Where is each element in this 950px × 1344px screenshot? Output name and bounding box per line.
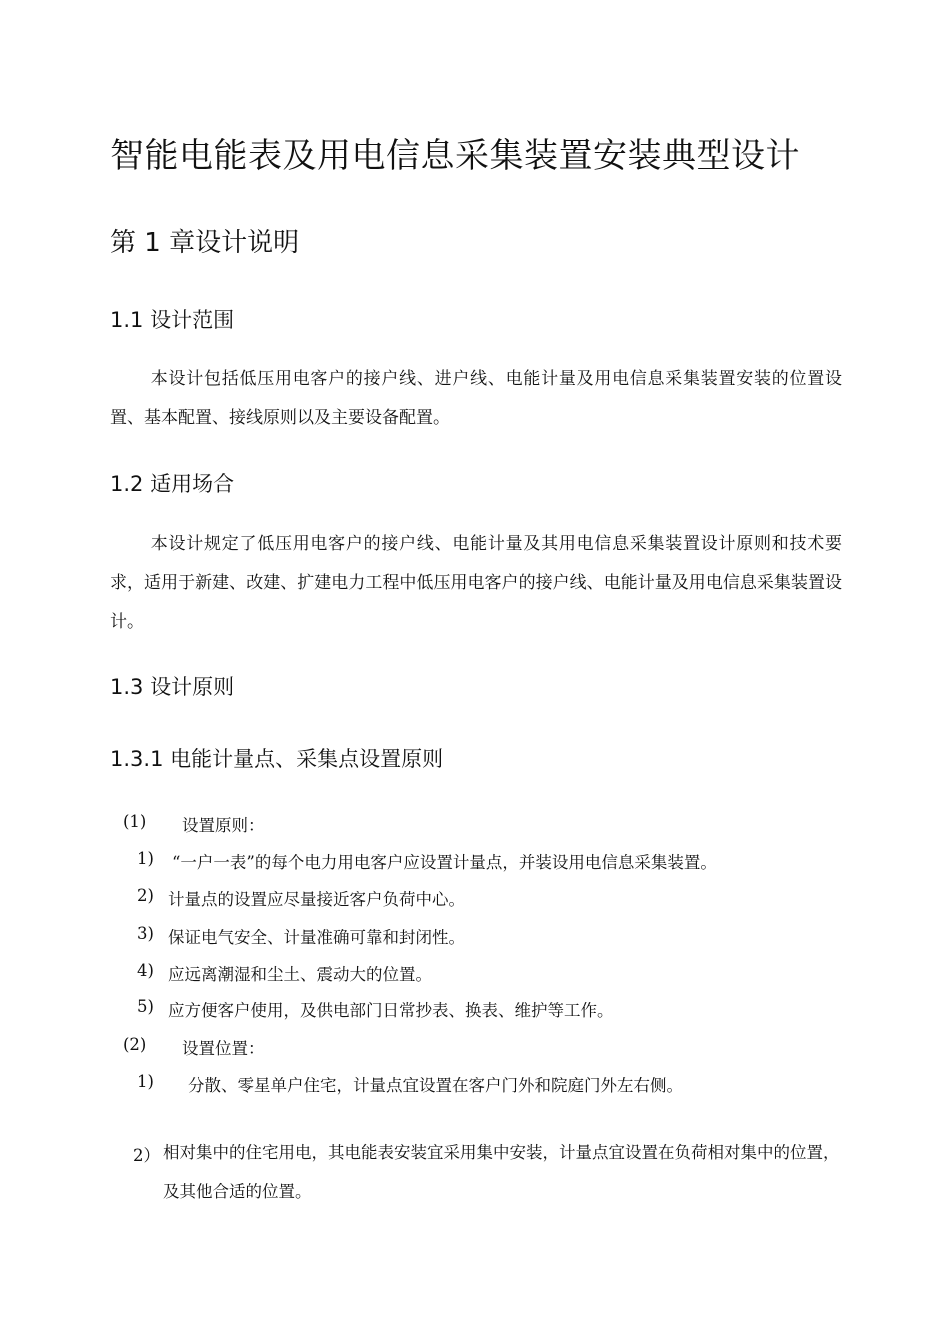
list-item-text: 分散、零星单户住宅，计量点宜设置在客户门外和院庭门外左右侧。 <box>188 1076 683 1095</box>
list-item-text: 应远离潮湿和尘土、震动大的位置。 <box>168 965 432 984</box>
list-item-text: 相对集中的住宅用电，其电能表安装宜采用集中安装，计量点宜设置在负荷相对集中的位置，及其他合适的位置。 <box>163 1143 840 1201</box>
list-item-number: 4) <box>137 961 154 980</box>
list-item-number: 2) <box>137 886 154 905</box>
group-label-1: 设置原则： <box>182 816 265 835</box>
section-heading-1-3: 1.3 设计原则 <box>110 675 235 699</box>
list-item-number: 3) <box>137 924 154 943</box>
group-number-1: (1) <box>123 812 147 831</box>
section-heading-1-2: 1.2 适用场合 <box>110 472 235 496</box>
section-heading-1-1: 1.1 设计范围 <box>110 308 235 332</box>
group-number-2: (2) <box>123 1035 147 1054</box>
section-paragraph-1-2 <box>110 525 842 642</box>
list-item-number: 1) <box>137 1072 154 1091</box>
section-paragraph-1-1 <box>110 360 842 438</box>
list-item-text: “一户一表”的每个电力用电客户应设置计量点，并装设用电信息采集装置。 <box>172 853 717 872</box>
list-item-text: 应方便客户使用，及供电部门日常抄表、换表、维护等工作。 <box>168 1001 614 1020</box>
paragraph-text: 本设计包括低压用电客户的接户线、进户线、电能计量及用电信息采集装置安装的位置设置、基本配置、接线原则以及主要设备配置。 <box>110 369 842 428</box>
chapter-heading: 第 1 章设计说明 <box>110 228 300 258</box>
paragraph-text: 本设计规定了低压用电客户的接户线、电能计量及其用电信息采集装置设计原则和技术要求，适用于新建、改建、扩建电力工程中低压用电客户的接户线、电能计量及用电信息采集装置设计。 <box>110 534 842 632</box>
list-item-number: 1) <box>137 849 154 868</box>
list-item-number: 5) <box>137 997 154 1016</box>
list-item-text: 计量点的设置应尽量接近客户负荷中心。 <box>168 890 465 909</box>
list-item-number: 2） <box>133 1146 160 1165</box>
group-label-2: 设置位置： <box>182 1039 265 1058</box>
list-item-text: 保证电气安全、计量准确可靠和封闭性。 <box>168 928 465 947</box>
section-heading-1-3-1: 1.3.1 电能计量点、采集点设置原则 <box>110 747 444 771</box>
document-title: 智能电能表及用电信息采集装置安装典型设计 <box>110 136 800 176</box>
